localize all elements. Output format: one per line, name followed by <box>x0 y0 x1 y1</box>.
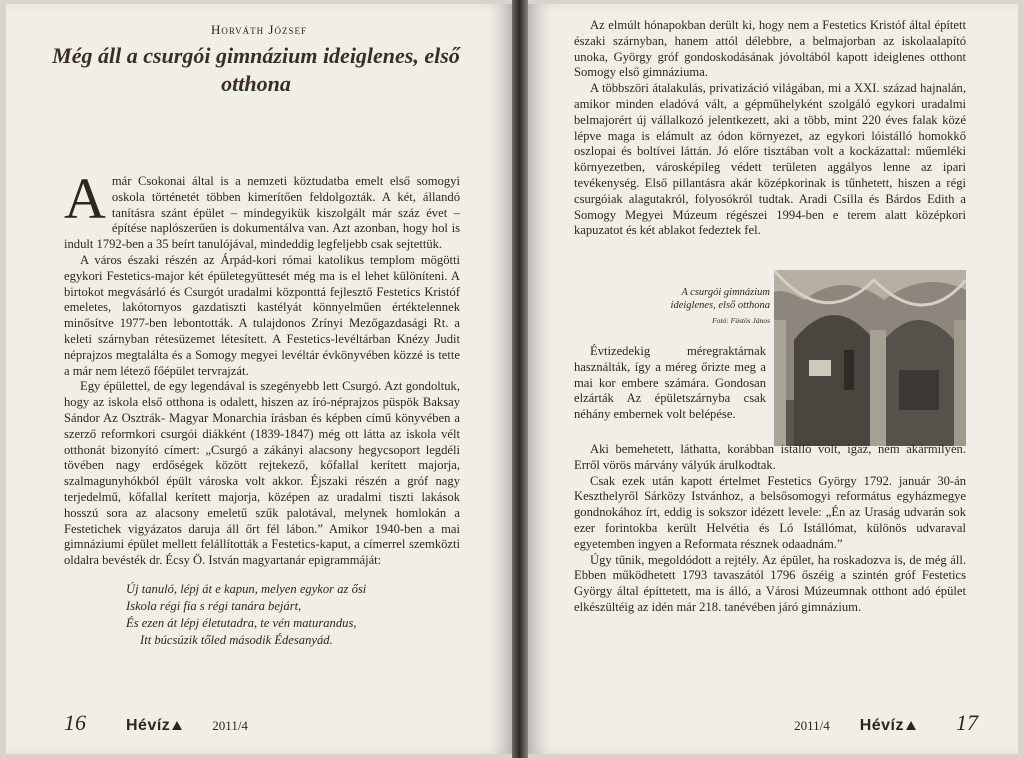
intro-paragraph <box>64 166 460 253</box>
article-author: Horváth József <box>211 22 307 37</box>
body-paragraph: Csak ezek után kapott értelmet Festetics György 1792. január 30-án Keszthelyről Sárközy Istvánhoz, a belsősomogyi református egyházmegye gondnokához írt, eddig is sokszor idézett levele: „Én az Uraság udvarán sok ezer forintokba került Helvétia és Ló Istállómat, különös udvaraval egyetemben ingyen a Reformata résznek odaadnám.” <box>574 473 966 551</box>
left-body-text <box>64 166 460 649</box>
right-top-text <box>574 18 966 239</box>
stable-photo-illustration <box>774 270 966 446</box>
right-bottom-text <box>574 442 966 616</box>
poem-line: Iskola régi fia s régi tanára bejárt, <box>126 598 302 613</box>
body-paragraph: Egy épülettel, de egy legendával is szegényebb lett Csurgó. Azt gondoltuk, hogy az iskola első otthona is odalett, hiszen az író-néprajzos püspök Baksay Sándor Az Osztrák- Magyar Monarchia írásban és képben című könyvében a szerző reformkori csurgói diákként (1839-1847) még ott látta az iskola vélt otthonát bizonyító címert: „Csurgó a zákányi alacsony hegycsoport legdéli tövében nagy erdőségek között rejtekező, kőfallal kerített majorja, szalmagunyhókból épült városka volt akkor. Éjszaki részén a gróf nagy terjedelmű, kőfallal kerített majorja, középen az uradalmi tiszti lakások hosszú sora az alacsony emeletű szűk palotával, melynek homlokán a Festetichek vigyázatos daruja áll őrt fél lábon.” Amikor 1940-ben a mai gimnáziumi épület mellett felállították a Festetics-kaput, a címerrel szemközti oldalra bevésték dr. Écsy Ö. István magyartanár epigrammáját: <box>64 379 460 568</box>
epigram-poem <box>126 581 460 649</box>
body-paragraph: Úgy tűnik, megoldódott a rejtély. Az épület, ha roskadozva is, de még áll. Ebben működhetett 1793 tavaszától 1796 őszéig a szintén gróf Festetics György által építtetett, ma is álló, a Városi Múzeumnak otthont adó épület elkészültéig az idén már 218. tanévében járó gimnázium. <box>574 552 966 614</box>
page-number: 16 <box>64 710 86 735</box>
poem-line: És ezen át lépj életutadra, te vén maturandus, <box>126 615 357 630</box>
vaulted-stable-photo <box>774 270 966 446</box>
beside-photo-text <box>574 344 766 423</box>
body-paragraph: Az elmúlt hónapokban derült ki, hogy nem a Festetics Kristóf által épített északi szárnyban, hanem attól délebbre, a belmajorban az iskolaalapító unoka, György gróf gondoskodásának jóvoltából kapott ideiglenes otthont Somogy első gimnáziuma. <box>574 18 966 80</box>
issue-number: 2011/4 <box>794 718 830 733</box>
magazine-logo: Hévíz <box>126 717 171 734</box>
poem-line: Itt búcsúzik tőled második Édesanyád. <box>140 632 333 647</box>
body-paragraph: Évtizedekig méregraktárnak használták, így a méreg őrizte meg a mai kor embere számára. Gondosan elzárták Az épületszárnyba csak néhány embernek volt belépése. <box>574 344 766 422</box>
issue-number: 2011/4 <box>212 718 248 733</box>
body-paragraph: Aki bemehetett, láthatta, korábban istálló volt, igaz, nem akármilyen. Erről vörös márvány vályúk árulkodtak. <box>574 442 966 472</box>
magazine-logo: Hévíz <box>859 717 904 734</box>
right-page <box>528 4 1018 754</box>
dropcap-letter: A <box>64 166 106 231</box>
photo-caption <box>662 286 770 327</box>
photo-credit: Fotó: Füstös János <box>712 316 770 325</box>
body-paragraph: A többszöri átalakulás, privatizáció világában, mi a XXI. század hajnalán, amikor minden eladóvá vált, a gépműhelyként szolgáló egykori uradalmi belmajorért új vállalkozó jelentkezett, aki a több, mint 220 éves falak közé lépve maga is elámult az ódon környezet, az egykori lóistálló homokkő oszlopai és boltívei láttán. Jó előre tisztában volt a kockázattal: műemléki környezetben, városképileg védett területen aggályos lenne az ipari tevékenység. Első pillantásra akár középkorinak is tűnhetett, hiszen a régi csurgóiak alagutakról, folyosókról tudtak. Aradi Csilla és Bárdos Edith a Somogy Megyei Múzeum régészei 1994-ben e terem alatt középkori kapuzatot és két ablakot fedeztek fel. <box>574 81 966 238</box>
left-footer <box>64 710 248 736</box>
right-footer <box>794 710 978 736</box>
article-title: Még áll a csurgói gimnázium ideiglenes, első otthona <box>52 43 460 96</box>
book-gutter <box>512 0 528 758</box>
caption-text: A csurgói gimnázium ideiglenes, első otthona <box>670 287 770 311</box>
body-paragraph: A város északi részén az Árpád-kori római katolikus templom mögötti egykori Festetics-major két épületegyüttesét még ma is el lehet különíteni. A birtokot megvásárló és Csurgót uradalmi központtá fejlesztő Festetics Kristóf emeletes, lakótornyos gazdatiszti kastélyát könnyelműen értéktelennek minősítve 1977-ben lebontották. A tulajdonos Zrínyi Mezőgazdasági Rt. a keleti szárnyban rétesüzemet létesített. A Festetics-levéltárban Knézy Judit néprajzos megtalálta és a Somogy megyei levéltár évkönyvében közzé is tette a már nem létező főépület tervrajzát. <box>64 252 460 378</box>
page-number: 17 <box>956 710 978 735</box>
logo-mark-icon <box>172 721 182 730</box>
poem-line: Új tanuló, lépj át e kapun, melyen egykor az ősi <box>126 581 367 596</box>
logo-mark-icon <box>906 721 916 730</box>
intro-paragraph-text: már Csokonai által is a nemzeti köztudatba emelt első somogyi oskola történetét többen kimerítően feldolgozták. A két, állandó tanításra szánt épület – mindegyikük kiszolgált már száz évet – építése naplószerűen is dokumentálva van. Azt azonban, hogy hol is indult 1792-ben a 35 beírt tanulójával, mindeddig legfeljebb csak sejtettük. <box>64 174 460 252</box>
left-page <box>6 4 512 754</box>
